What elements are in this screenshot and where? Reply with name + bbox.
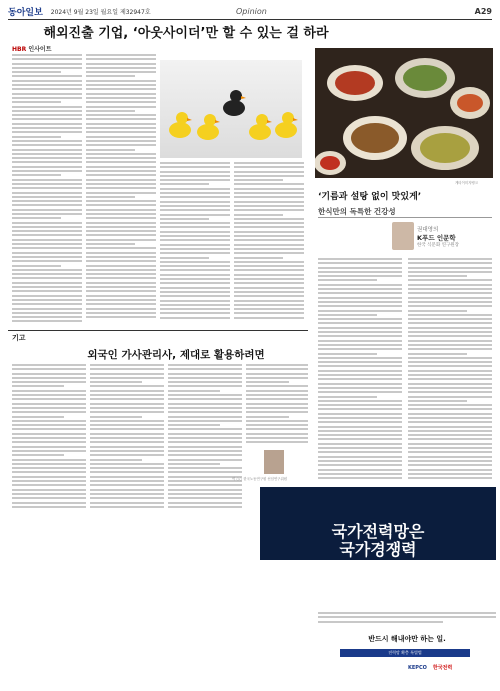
food-column-headline: ‘기름과 설탕 없이 맛있게’ [318,192,422,202]
column-label: HBR 인사이트 [12,46,52,53]
ad-body-text [318,612,496,628]
author-role: 한국 식문화 연구원장 [417,243,459,248]
kepco-logo: KEPCO 한국전력 [408,665,453,671]
newspaper-logo: 동아일보 [8,7,43,18]
contributor-caption: 이 ○○ 한국노동연구원 선임연구위원 [232,477,288,481]
section-label: Opinion [236,6,267,16]
main-article-col-3 [160,162,230,326]
ad-credit-bar: 전력망 확충 특별법 [340,649,470,657]
author-avatar [392,222,414,250]
ad-headline-line1: 국가전력망은 [331,522,425,541]
contribution-col-3 [168,364,242,514]
issue-date: 2024년 9월 23일 월요일 제32947호 [50,8,151,16]
contribution-col-2 [90,364,164,514]
main-article-col-4 [234,162,304,326]
food-column-text-2 [408,258,492,482]
column-series-title: 권대영의 [417,227,439,233]
ad-headline-line2: 국가경쟁력 [339,540,417,559]
masthead [8,4,492,18]
section-rule [8,330,308,331]
author-photo [264,450,284,474]
contribution-label: 기고 [12,334,26,342]
main-headline: 해외진출 기업, ‘아웃사이더’만 할 수 있는 걸 하라 [43,26,329,41]
ducks-illustration [160,60,302,158]
contribution-headline: 외국인 가사관리사, 제대로 활용하려면 [87,349,265,361]
photo-caption: 게티이미지뱅크 [455,181,478,185]
page-number: A29 [474,6,492,16]
contribution-col-1 [12,364,86,514]
main-article-col-1 [12,54,82,326]
divider [318,217,492,218]
contribution-col-4 [246,364,308,446]
column-series-name: K푸드 인문학 [417,234,456,242]
main-article-col-2 [86,54,156,326]
masthead-rule [8,19,492,20]
food-column-subheadline: 한식만의 독특한 건강성 [318,207,396,216]
korean-food-photo [315,48,493,178]
ad-slogan: 반드시 해내야만 하는 일. [368,635,446,643]
food-column-text-1 [318,258,402,482]
